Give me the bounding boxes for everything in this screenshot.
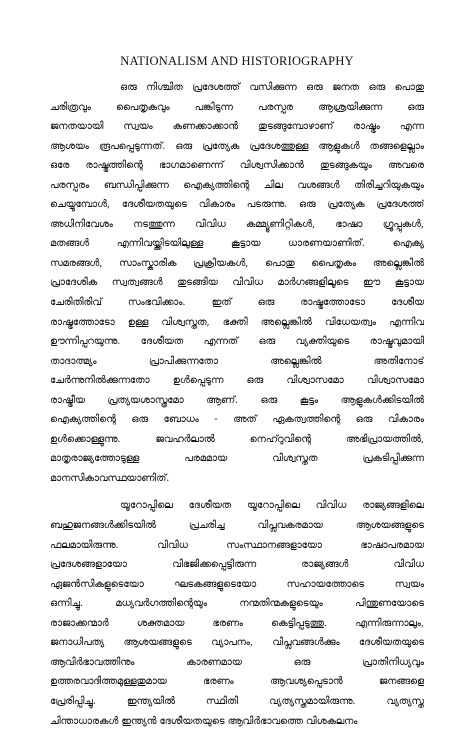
text-line: ചരിത്രവും പൈതൃകവും പങ്കിടുന്ന പരസ്പര ആശ്രയിക്കുന്ന ഒരു [50, 98, 424, 118]
text-line: രാജാക്കന്മാർ ശക്തമായ ഭരണം കെട്ടിപ്പടുത്തു. എന്നിരുന്നാലും, [50, 614, 424, 634]
text-line: ജനാധിപത്യ ആശയങ്ങളുടെ വ്യാപനം, വിപ്ലവങ്ങൾക്കും ദേശീയതയുടെ [50, 633, 424, 653]
text-line: ഐക്യത്തിന്റെ ഒരു ബോധം - അത് ഏകത്വത്തിന്റെ ഒരു വികാരം [50, 410, 424, 430]
text-line: ഒരു നിശ്ചിത പ്രദേശത്ത് വസിക്കുന്ന ഒരു ജനത ഒരു പൊതു [50, 78, 424, 98]
text-line: ചെയ്യുമ്പോൾ, ദേശീയതയുടെ വികാരം പടരുന്നു. ഒരു പ്രത്യേക പ്രദേശത്ത് [50, 195, 424, 215]
text-line: താദാത്മ്യം പ്രാപിക്കുന്നതോ അല്ലെങ്കിൽ അതിനോട് [50, 352, 424, 372]
text-line: ആശയം രൂപപ്പെടുന്നത്. ഒരു പ്രത്യേക പ്രദേശത്തുള്ള ആളുകൾ തങ്ങളെല്ലാം [50, 137, 424, 157]
text-line: ആവിർഭാവത്തിനും കാരണമായ ഒരു പ്രാതിനിധ്യവും [50, 653, 424, 673]
text-line: പ്രേരിപ്പിച്ചു. ഇന്ത്യയിൽ സ്ഥിതി വ്യത്യസ്തമായിരുന്നു. വ്യത്യസ്ത [50, 692, 424, 712]
text-line: ചിന്താധാരകൾ ഇന്ത്യൻ ദേശീയതയുടെ ആവിർഭാവത്തെ വിശകലനം [50, 712, 424, 731]
text-line: ചേർന്നുനിൽക്കുന്നതോ ഉൾപ്പെടുന്ന ഒരു വിശ്വാസമോ വിശ്വാസമോ [50, 371, 424, 391]
paragraph [50, 78, 424, 488]
text-line: രാഷ്ട്രത്തോടോ ഉള്ള വിശ്വസ്തത, ഭക്തി അല്ലെങ്കിൽ വിധേയത്വം എന്നിവ [50, 313, 424, 333]
text-line: പരസ്പരം ബന്ധിപ്പിക്കുന്ന ഐക്യത്തിന്റെ ചില വശങ്ങൾ തിരിച്ചറിയുകയും [50, 176, 424, 196]
text-line: ഒന്നിച്ചു. മധ്യവർഗത്തിന്റെയും നന്മതിന്മകളുടെയും പിന്തുണയോടെ [50, 594, 424, 614]
text-line: ജനതയായി സ്വയം കണക്കാക്കാൻ തുടങ്ങുമ്പോഴാണ് രാഷ്ട്രം എന്ന [50, 117, 424, 137]
text-line: ഏജൻസികളുടെയോ ഘടകങ്ങളുടെയോ സഹായത്തോടെ സ്വയം [50, 575, 424, 595]
text-line: രാഷ്ട്രീയ പ്രത്യയശാസ്ത്രമോ ആണ്. ഒരു കൂട്ടം ആളുകൾക്കിടയിൽ [50, 391, 424, 411]
text-line: അധിനിവേശം നടത്തുന്ന വിവിധ കമ്മ്യൂണിറ്റികൾ, ഭാഷാ ഗ്രൂപ്പുകൾ, [50, 215, 424, 235]
text-line: ഊന്നിപ്പറയുന്നു. ദേശീയത എന്നത് ഒരു വ്യക്തിയുടെ രാഷ്ട്രവുമായി [50, 332, 424, 352]
text-line: പ്രാദേശിക സ്വത്വങ്ങൾ തുടങ്ങിയ വിവിധ മാർഗങ്ങളിലൂടെ ഈ കൂട്ടായ [50, 273, 424, 293]
document-body [50, 78, 424, 731]
text-line: ഒരേ രാഷ്ട്രത്തിന്റെ ഭാഗമാണെന്ന് വിശ്വസിക്കാൻ തുടങ്ങുകയും അവരെ [50, 156, 424, 176]
paragraph [50, 496, 424, 731]
text-line: മാനസികാവസ്ഥയാണിത്. [50, 469, 424, 489]
text-line: ബഹുജനങ്ങൾക്കിടയിൽ പ്രചരിച്ച വിപ്ലവകരമായ ആശയങ്ങളുടെ [50, 516, 424, 536]
text-line: സമരങ്ങൾ, സാംസ്കാരിക പ്രക്രിയകൾ, പൊതു പൈതൃകം അല്ലെങ്കിൽ [50, 254, 424, 274]
text-line: പ്രദേശങ്ങളായോ വിഭജിക്കപ്പെട്ടിരുന്ന രാജ്യങ്ങൾ വിവിധ [50, 555, 424, 575]
text-line: ഫലമായിരുന്നു. വിവിധ സംസ്ഥാനങ്ങളായോ ഭാഷാപരമായ [50, 536, 424, 556]
text-line: യൂറോപ്പിലെ ദേശീയത യൂറോപ്പിലെ വിവിധ രാജ്യങ്ങളിലെ [50, 496, 424, 516]
text-line: മതങ്ങൾ എന്നിവയ്ക്കിടയിലുള്ള കൂട്ടായ ധാരണയാണിത്. ഐക്യ [50, 234, 424, 254]
text-line: ഉത്തരവാദിത്തമുള്ളതുമായ ഭരണം ആവശ്യപ്പെടാൻ ജനങ്ങളെ [50, 672, 424, 692]
text-line: ചേരിതിരിവ് സംഭവിക്കാം. ഇത് ഒരു രാഷ്ട്രത്തോടോ ദേശീയ [50, 293, 424, 313]
text-line: ഉൾക്കൊള്ളുന്നു. ജവഹർലാൽ നെഹ്റുവിന്റെ അഭിപ്രായത്തിൽ, [50, 430, 424, 450]
text-line: മാതൃരാജ്യത്തോടുള്ള പരമമായ വിശ്വസ്തത പ്രകടിപ്പിക്കുന്ന [50, 449, 424, 469]
document-title: NATIONALISM AND HISTORIOGRAPHY [50, 54, 424, 69]
